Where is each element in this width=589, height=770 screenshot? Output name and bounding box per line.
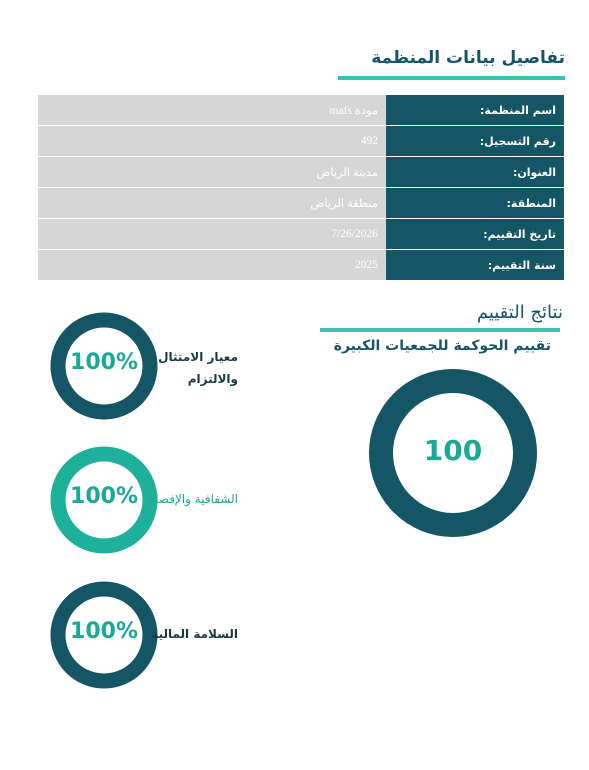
row-label: رقم التسجيل: (386, 126, 564, 157)
metric-label-financial: السلامة المالية (151, 627, 238, 641)
row-label: تاريخ التقييم: (386, 219, 564, 250)
row-label: العنوان: (386, 157, 564, 188)
table-row (38, 95, 564, 126)
table-row (38, 188, 564, 219)
org-info-table (38, 95, 564, 281)
row-value: 2025 (38, 250, 386, 281)
row-value: مدينة الرياض (38, 157, 386, 188)
title-underline (338, 76, 565, 80)
metric-label-compliance: معيار الامتثال والالتزام (158, 350, 238, 386)
row-label: سنة التقييم: (386, 250, 564, 281)
table-row (38, 157, 564, 188)
table-row (38, 126, 564, 157)
overall-score-ring (368, 368, 538, 538)
page-title: تفاصيل بيانات المنظمة (371, 48, 565, 68)
results-title: نتائج التقييم (476, 302, 563, 323)
metric-value: 100% (70, 484, 138, 509)
row-value: 492 (38, 126, 386, 157)
row-value: 7/26/2026 (38, 219, 386, 250)
row-value: منطقة الرياض (38, 188, 386, 219)
results-underline (320, 328, 560, 332)
metric-label-transparency: الشفافية والإفصاح (147, 492, 238, 506)
row-label: المنطقة: (386, 188, 564, 219)
row-label: اسم المنظمة: (386, 95, 564, 126)
row-value: مودة mafs (38, 95, 386, 126)
overall-score-value: 100 (423, 434, 483, 467)
metric-value: 100% (70, 619, 138, 644)
overall-score-title: تقييم الحوكمة للجمعيات الكبيرة (333, 338, 551, 354)
metric-value: 100% (70, 350, 138, 375)
table-row (38, 250, 564, 281)
table-row (38, 219, 564, 250)
